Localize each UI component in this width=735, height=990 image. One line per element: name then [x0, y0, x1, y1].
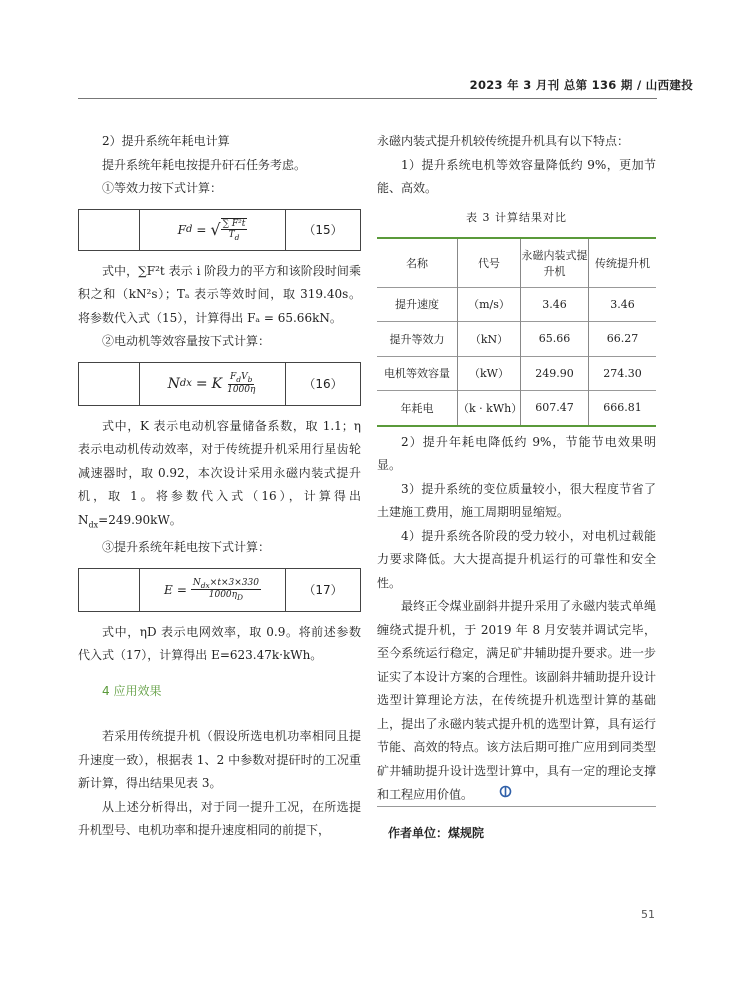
paragraph: 提升系统年耗电按提升矸石任务考虑。 [102, 157, 307, 172]
equation-number: （15） [285, 210, 360, 250]
table-row: 电机等效容量 （kW） 249.90 274.30 [377, 356, 656, 391]
table-header: 永磁内装式提升机 [521, 238, 589, 288]
paragraph: 2）提升年耗电降低约 9%，节能节电效果明显。 [377, 434, 656, 472]
header-rule [78, 98, 657, 99]
paragraph: 若采用传统提升机（假设所选电机功率相同且提升速度一致），根据表 1、2 中参数对提矸时的工况重新计算，得出结果见表 3。 [78, 729, 361, 791]
paragraph: 式中，∑F²t 表示 i 阶段力的平方和该阶段时间乘积之和（kN²s）；Tₐ 表示等效时间，取 319.40s。将参数代入式（15），计算得出 Fₐ = 65.66kN。 [78, 263, 361, 325]
results-table [377, 237, 656, 427]
paragraph: 从上述分析得出，对于同一提升工况，在所选提升机型号、电机功率和提升速度相同的前提下， [78, 799, 361, 838]
list-item: ①等效力按下式计算： [102, 181, 223, 195]
paragraph: 4）提升系统各阶段的受力较小，对电机过载能力要求降低。大大提高提升机运行的可靠性和安全性。 [377, 528, 656, 590]
table-header: 代号 [458, 238, 521, 288]
table-row: 提升速度 （m/s） 3.46 3.46 [377, 287, 656, 322]
running-header: 2023 年 3 月刊 总第 136 期 / 山西建投 [469, 78, 693, 92]
page-number: 51 [641, 908, 655, 921]
equation-number: （16） [285, 363, 360, 405]
list-item: ②电动机等效容量按下式计算： [102, 334, 271, 348]
equation-16: N dx = K $\frac{F_dV_b}{1000\eta}$ [167, 372, 256, 395]
equation-17-box [78, 568, 361, 612]
table-row: 提升等效力 （kN） 65.66 66.27 [377, 322, 656, 357]
table-header: 名称 [406, 256, 428, 270]
equation-15-box [78, 209, 361, 251]
right-column [377, 130, 656, 807]
sub-heading: 2）提升系统年耗电计算 [102, 134, 230, 148]
equation-16-box [78, 362, 361, 406]
paragraph: 式中，K 表示电动机容量储备系数，取 1.1；η 表示电动机传动效率，对于传统提升机采用行星齿轮减速器时，取 0.92，本次设计采用永磁内装式提升机，取 1。将参数代入式（16），计算得出 $N_{dx}=249.90kW$。 [78, 418, 361, 529]
equation-15: F d = √ $\frac{\text{∑ F²t}}{T_d}$ [177, 218, 246, 242]
equation-number: （17） [285, 569, 360, 611]
list-item: ③提升系统年耗电按下式计算： [102, 540, 271, 555]
equation-17: E = $\frac{N_{dx}\times t\times 3\times 330}{1000\eta_D}$ [164, 577, 259, 603]
section-heading: 4 应用效果 [102, 683, 162, 698]
paragraph: 永磁内装式提升机较传统提升机具有以下特点： [377, 134, 630, 148]
left-column [78, 130, 361, 843]
table-caption: 表 3 计算结果对比 [466, 210, 567, 224]
paragraph: 3）提升系统的变位质量较小，很大程度节省了土建施工费用，施工周期明显缩短。 [377, 481, 656, 519]
table-header: 传统提升机 [589, 238, 657, 288]
divider [377, 806, 656, 807]
paragraph: 式中，ηD 表示电网效率，取 0.9。将前述参数代入式（17），计算得出 E=623.47k·kWh。 [78, 624, 361, 663]
journal-logo-icon [475, 783, 512, 807]
paragraph: 最终正令煤业副斜井提升采用了永磁内装式单绳缠绕式提升机，于 2019 年 8 月安装并调试完毕，至今系统运行稳定，满足矿井辅助提升要求。进一步证实了本设计方案的合理性。该副斜井辅助提升设计选型计算理论方法，在传统提升机选型计算的基础上，提出了永磁内装式提升机的选型计算，具有运行节能、高效的特点。该方法后期可推广应用到同类型矿井辅助提升设计选型计算中，具有一定的理论支撑和工程应用价值。 [377, 595, 656, 807]
author-affiliation: 作者单位：煤规院 [388, 826, 485, 840]
table-row: 年耗电 （k · kWh） 607.47 666.81 [377, 391, 656, 426]
table-header-row [377, 238, 656, 288]
paragraph: 1）提升系统电机等效容量降低约 9%，更加节能、高效。 [377, 157, 656, 195]
